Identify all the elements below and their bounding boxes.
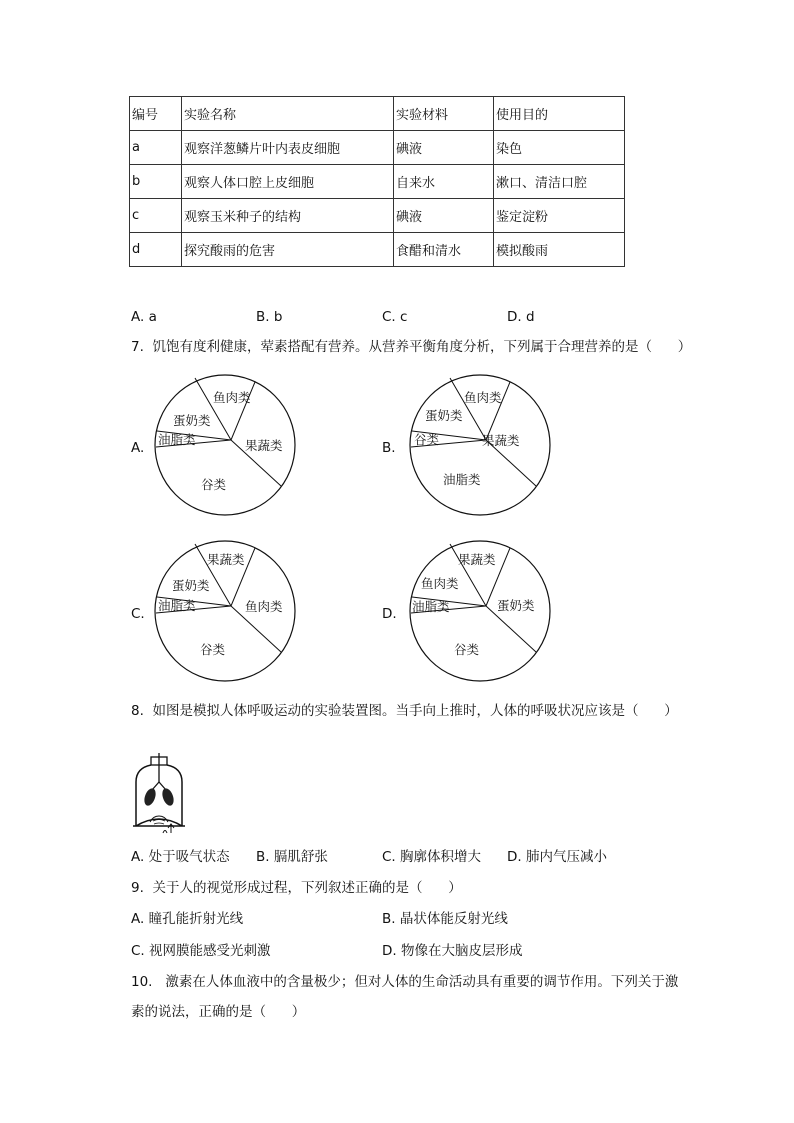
table-cell: 碘液: [394, 199, 494, 233]
table-row: [130, 233, 625, 267]
table-cell: 鉴定淀粉: [494, 199, 625, 233]
breathing-model-figure: [128, 752, 190, 834]
experiment-table: [129, 96, 625, 267]
table-cell: a: [130, 131, 182, 165]
table-row: [130, 165, 625, 199]
table-cell: 漱口、清洁口腔: [494, 165, 625, 199]
q9-option-a[interactable]: A. 瞳孔能折射光线: [131, 911, 244, 927]
table-cell: 观察人体口腔上皮细胞: [182, 165, 394, 199]
pie-chart-b: [407, 372, 553, 518]
pie-label: 油脂类: [158, 598, 196, 613]
q7-letter-b[interactable]: B.: [382, 440, 396, 456]
pie-chart-c: [152, 538, 298, 684]
pie-label: 油脂类: [412, 599, 450, 614]
q7-stem: 7. 饥饱有度利健康，荤素搭配有营养。从营养平衡角度分析，下列属于合理营养的是（ ）: [131, 339, 692, 355]
q7-letter-c[interactable]: C.: [131, 606, 145, 622]
pie-label: 谷类: [414, 432, 440, 447]
q10-stem-line2: 素的说法，正确的是（ ）: [131, 1004, 306, 1020]
pie-label: 蛋奶类: [497, 598, 535, 613]
q10-stem-line1: 10. 激素在人体血液中的含量极少；但对人体的生命活动具有重要的调节作用。下列关于激: [131, 974, 679, 990]
pie-label: 油脂类: [443, 472, 481, 487]
pie-label: 油脂类: [158, 432, 196, 447]
pie-label: 果蔬类: [458, 552, 496, 567]
table-cell: 观察玉米种子的结构: [182, 199, 394, 233]
pie-label: 果蔬类: [245, 438, 283, 453]
pie-label: 鱼肉类: [421, 576, 459, 591]
q9-option-b[interactable]: B. 晶状体能反射光线: [382, 911, 508, 927]
table-header: 编号: [130, 97, 182, 131]
pie-divider: [195, 378, 231, 440]
table-cell: d: [130, 233, 182, 267]
q6-option-a[interactable]: A. a: [131, 309, 157, 325]
pie-label: 鱼肉类: [213, 390, 251, 405]
q9-option-c[interactable]: C. 视网膜能感受光刺激: [131, 943, 271, 959]
pie-chart-a: [152, 372, 298, 518]
pie-label: 鱼肉类: [245, 599, 283, 614]
table-header: 实验材料: [394, 97, 494, 131]
table-cell: 自来水: [394, 165, 494, 199]
table-header: 实验名称: [182, 97, 394, 131]
q8-option-d[interactable]: D. 肺内气压减小: [507, 849, 607, 865]
q8-option-b[interactable]: B. 膈肌舒张: [256, 849, 328, 865]
pie-label: 谷类: [454, 642, 480, 657]
table-cell: 探究酸雨的危害: [182, 233, 394, 267]
pie-label: 蛋奶类: [172, 578, 210, 593]
table-cell: 观察洋葱鳞片叶内表皮细胞: [182, 131, 394, 165]
table-cell: c: [130, 199, 182, 233]
table-cell: 碘液: [394, 131, 494, 165]
pie-label: 果蔬类: [482, 433, 520, 448]
table-cell: 染色: [494, 131, 625, 165]
pie-label: 蛋奶类: [425, 408, 463, 423]
table-cell: 食醋和清水: [394, 233, 494, 267]
q8-stem: 8. 如图是模拟人体呼吸运动的实验装置图。当手向上推时，人体的呼吸状况应该是（ ）: [131, 703, 678, 719]
q7-letter-d[interactable]: D.: [382, 606, 397, 622]
q7-letter-a[interactable]: A.: [131, 440, 145, 456]
q6-option-d[interactable]: D. d: [507, 309, 535, 325]
q9-stem: 9. 关于人的视觉形成过程，下列叙述正确的是（ ）: [131, 880, 462, 896]
q6-option-c[interactable]: C. c: [382, 309, 408, 325]
q8-option-a[interactable]: A. 处于吸气状态: [131, 849, 230, 865]
pie-chart-d: [407, 538, 553, 684]
table-row: [130, 131, 625, 165]
table-header-row: [130, 97, 625, 131]
table-cell: b: [130, 165, 182, 199]
pie-label: 谷类: [201, 477, 227, 492]
q6-option-b[interactable]: B. b: [256, 309, 283, 325]
q9-option-d[interactable]: D. 物像在大脑皮层形成: [382, 943, 523, 959]
pie-label: 谷类: [200, 642, 226, 657]
q8-option-c[interactable]: C. 胸廓体积增大: [382, 849, 482, 865]
table-header: 使用目的: [494, 97, 625, 131]
table-cell: 模拟酸雨: [494, 233, 625, 267]
table-row: [130, 199, 625, 233]
pie-label: 蛋奶类: [173, 413, 211, 428]
pie-label: 果蔬类: [207, 552, 245, 567]
pie-label: 鱼肉类: [464, 390, 502, 405]
